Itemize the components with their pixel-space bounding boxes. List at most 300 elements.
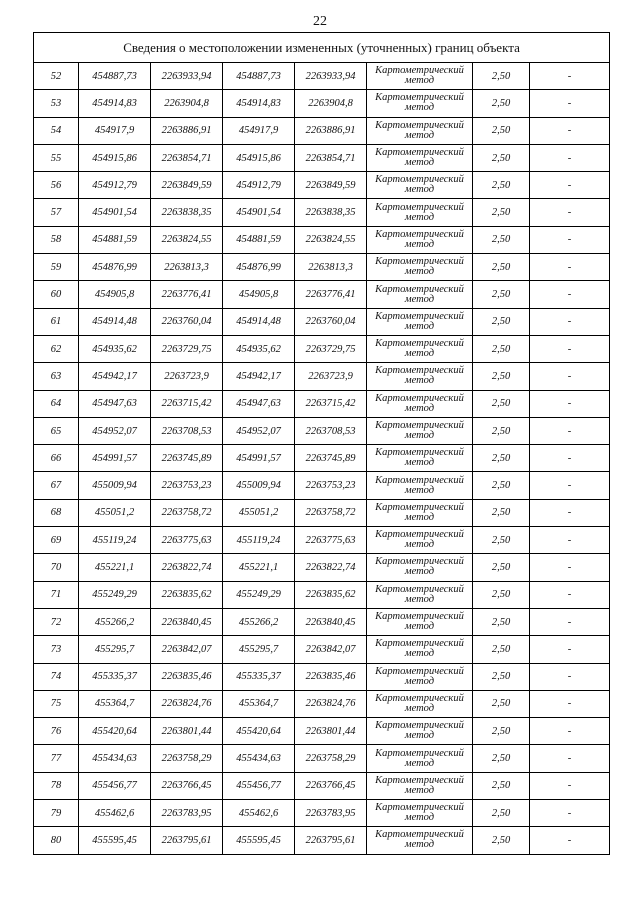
method-line-1: Картометрический xyxy=(375,447,464,459)
x-coordinate-cell: 454901,54 xyxy=(223,199,295,226)
x-coordinate-cell: 454914,83 xyxy=(79,90,151,117)
point-number-cell: 62 xyxy=(34,335,79,362)
x-coordinate-cell: 455221,1 xyxy=(79,554,151,581)
y-coordinate-cell: 2263776,41 xyxy=(295,281,367,308)
x-coordinate-cell: 455420,64 xyxy=(223,718,295,745)
method-line-1: Картометрический xyxy=(375,774,464,786)
note-cell: - xyxy=(530,718,610,745)
note-cell: - xyxy=(530,800,610,827)
x-coordinate-cell: 454915,86 xyxy=(79,144,151,171)
x-coordinate-cell: 454947,63 xyxy=(79,390,151,417)
x-coordinate-cell: 454876,99 xyxy=(79,254,151,281)
x-coordinate-cell: 455434,63 xyxy=(223,745,295,772)
x-coordinate-cell: 454991,57 xyxy=(223,445,295,472)
y-coordinate-cell: 2263795,61 xyxy=(295,827,367,854)
x-coordinate-cell: 454952,07 xyxy=(79,417,151,444)
method-line-2: метод xyxy=(404,621,435,633)
point-number-cell: 76 xyxy=(34,718,79,745)
method-line-2: метод xyxy=(404,102,435,114)
precision-cell: 2,50 xyxy=(473,827,530,854)
y-coordinate-cell: 2263824,76 xyxy=(295,690,367,717)
x-coordinate-cell: 454887,73 xyxy=(223,63,295,90)
method-line-2: метод xyxy=(404,812,435,824)
point-number-cell: 69 xyxy=(34,527,79,554)
y-coordinate-cell: 2263745,89 xyxy=(151,445,223,472)
method-line-1: Картометрический xyxy=(375,365,464,377)
y-coordinate-cell: 2263838,35 xyxy=(151,199,223,226)
point-number-cell: 71 xyxy=(34,581,79,608)
y-coordinate-cell: 2263849,59 xyxy=(295,172,367,199)
method-line-2: метод xyxy=(404,75,435,87)
precision-cell: 2,50 xyxy=(473,308,530,335)
method-line-2: метод xyxy=(404,457,435,469)
point-number-cell: 54 xyxy=(34,117,79,144)
point-number-cell: 75 xyxy=(34,690,79,717)
y-coordinate-cell: 2263729,75 xyxy=(295,335,367,362)
x-coordinate-cell: 454917,9 xyxy=(79,117,151,144)
method-line-1: Картометрический xyxy=(375,283,464,295)
y-coordinate-cell: 2263813,3 xyxy=(151,254,223,281)
note-cell: - xyxy=(530,281,610,308)
method-line-2: метод xyxy=(404,730,435,742)
x-coordinate-cell: 455221,1 xyxy=(223,554,295,581)
note-cell: - xyxy=(530,417,610,444)
point-number-cell: 53 xyxy=(34,90,79,117)
point-number-cell: 67 xyxy=(34,472,79,499)
point-number-cell: 80 xyxy=(34,827,79,854)
note-cell: - xyxy=(530,745,610,772)
precision-cell: 2,50 xyxy=(473,172,530,199)
y-coordinate-cell: 2263904,8 xyxy=(151,90,223,117)
method-cell xyxy=(367,117,473,144)
y-coordinate-cell: 2263835,62 xyxy=(295,581,367,608)
y-coordinate-cell: 2263824,76 xyxy=(151,690,223,717)
method-line-2: метод xyxy=(404,648,435,660)
note-cell: - xyxy=(530,690,610,717)
point-number-cell: 57 xyxy=(34,199,79,226)
y-coordinate-cell: 2263758,72 xyxy=(295,499,367,526)
point-number-cell: 78 xyxy=(34,772,79,799)
x-coordinate-cell: 454935,62 xyxy=(223,335,295,362)
y-coordinate-cell: 2263822,74 xyxy=(151,554,223,581)
x-coordinate-cell: 454914,48 xyxy=(223,308,295,335)
y-coordinate-cell: 2263766,45 xyxy=(295,772,367,799)
method-line-2: метод xyxy=(404,593,435,605)
method-cell xyxy=(367,172,473,199)
note-cell: - xyxy=(530,226,610,253)
table-row xyxy=(34,772,610,799)
method-cell xyxy=(367,281,473,308)
point-number-cell: 73 xyxy=(34,636,79,663)
x-coordinate-cell: 454914,83 xyxy=(223,90,295,117)
x-coordinate-cell: 455595,45 xyxy=(223,827,295,854)
point-number-cell: 56 xyxy=(34,172,79,199)
x-coordinate-cell: 455364,7 xyxy=(223,690,295,717)
point-number-cell: 61 xyxy=(34,308,79,335)
table-title: Сведения о местоположении измененных (уточненных) границ объекта xyxy=(34,33,610,63)
note-cell: - xyxy=(530,472,610,499)
precision-cell: 2,50 xyxy=(473,254,530,281)
y-coordinate-cell: 2263849,59 xyxy=(151,172,223,199)
table-row xyxy=(34,800,610,827)
precision-cell: 2,50 xyxy=(473,226,530,253)
y-coordinate-cell: 2263729,75 xyxy=(151,335,223,362)
x-coordinate-cell: 455595,45 xyxy=(79,827,151,854)
x-coordinate-cell: 455335,37 xyxy=(223,663,295,690)
precision-cell: 2,50 xyxy=(473,636,530,663)
method-line-2: метод xyxy=(404,757,435,769)
method-cell xyxy=(367,226,473,253)
note-cell: - xyxy=(530,335,610,362)
method-line-2: метод xyxy=(404,184,435,196)
method-cell xyxy=(367,144,473,171)
y-coordinate-cell: 2263783,95 xyxy=(295,800,367,827)
x-coordinate-cell: 454905,8 xyxy=(79,281,151,308)
y-coordinate-cell: 2263760,04 xyxy=(295,308,367,335)
table-row xyxy=(34,226,610,253)
note-cell: - xyxy=(530,827,610,854)
precision-cell: 2,50 xyxy=(473,663,530,690)
x-coordinate-cell: 455119,24 xyxy=(79,527,151,554)
precision-cell: 2,50 xyxy=(473,335,530,362)
method-line-2: метод xyxy=(404,511,435,523)
method-line-1: Картометрический xyxy=(375,65,464,77)
method-line-1: Картометрический xyxy=(375,310,464,322)
y-coordinate-cell: 2263933,94 xyxy=(295,63,367,90)
precision-cell: 2,50 xyxy=(473,417,530,444)
note-cell: - xyxy=(530,90,610,117)
method-line-1: Картометрический xyxy=(375,583,464,595)
method-line-1: Картометрический xyxy=(375,392,464,404)
y-coordinate-cell: 2263776,41 xyxy=(151,281,223,308)
method-line-1: Картометрический xyxy=(375,720,464,732)
note-cell: - xyxy=(530,608,610,635)
method-line-2: метод xyxy=(404,320,435,332)
method-cell xyxy=(367,581,473,608)
method-line-2: метод xyxy=(404,375,435,387)
x-coordinate-cell: 455051,2 xyxy=(79,499,151,526)
method-line-2: метод xyxy=(404,238,435,250)
method-line-2: метод xyxy=(404,539,435,551)
table-row xyxy=(34,499,610,526)
table-row xyxy=(34,445,610,472)
precision-cell: 2,50 xyxy=(473,527,530,554)
note-cell: - xyxy=(530,581,610,608)
x-coordinate-cell: 455364,7 xyxy=(79,690,151,717)
precision-cell: 2,50 xyxy=(473,499,530,526)
y-coordinate-cell: 2263842,07 xyxy=(295,636,367,663)
y-coordinate-cell: 2263758,72 xyxy=(151,499,223,526)
y-coordinate-cell: 2263822,74 xyxy=(295,554,367,581)
method-line-1: Картометрический xyxy=(375,256,464,268)
method-line-2: метод xyxy=(404,129,435,141)
x-coordinate-cell: 455462,6 xyxy=(79,800,151,827)
table-row xyxy=(34,363,610,390)
table-row xyxy=(34,663,610,690)
table-row xyxy=(34,117,610,144)
table-row xyxy=(34,90,610,117)
method-line-1: Картометрический xyxy=(375,501,464,513)
table-row xyxy=(34,63,610,90)
y-coordinate-cell: 2263723,9 xyxy=(151,363,223,390)
x-coordinate-cell: 454915,86 xyxy=(223,144,295,171)
precision-cell: 2,50 xyxy=(473,199,530,226)
table-row xyxy=(34,144,610,171)
precision-cell: 2,50 xyxy=(473,281,530,308)
x-coordinate-cell: 454905,8 xyxy=(223,281,295,308)
method-line-1: Картометрический xyxy=(375,529,464,541)
y-coordinate-cell: 2263835,46 xyxy=(151,663,223,690)
precision-cell: 2,50 xyxy=(473,800,530,827)
y-coordinate-cell: 2263854,71 xyxy=(295,144,367,171)
table-row xyxy=(34,554,610,581)
note-cell: - xyxy=(530,172,610,199)
precision-cell: 2,50 xyxy=(473,608,530,635)
method-line-1: Картометрический xyxy=(375,692,464,704)
note-cell: - xyxy=(530,363,610,390)
x-coordinate-cell: 455420,64 xyxy=(79,718,151,745)
y-coordinate-cell: 2263842,07 xyxy=(151,636,223,663)
method-cell xyxy=(367,335,473,362)
note-cell: - xyxy=(530,144,610,171)
y-coordinate-cell: 2263715,42 xyxy=(295,390,367,417)
table-row xyxy=(34,308,610,335)
y-coordinate-cell: 2263760,04 xyxy=(151,308,223,335)
method-line-1: Картометрический xyxy=(375,420,464,431)
x-coordinate-cell: 454991,57 xyxy=(79,445,151,472)
method-cell xyxy=(367,417,473,444)
method-cell xyxy=(367,63,473,90)
y-coordinate-cell: 2263745,89 xyxy=(295,445,367,472)
point-number-cell: 65 xyxy=(34,417,79,444)
y-coordinate-cell: 2263824,55 xyxy=(151,226,223,253)
x-coordinate-cell: 455266,2 xyxy=(223,608,295,635)
method-line-1: Картометрический xyxy=(375,228,464,240)
method-line-2: метод xyxy=(404,839,435,851)
precision-cell: 2,50 xyxy=(473,363,530,390)
x-coordinate-cell: 455456,77 xyxy=(223,772,295,799)
method-line-2: метод xyxy=(404,293,435,305)
table-row xyxy=(34,281,610,308)
x-coordinate-cell: 455335,37 xyxy=(79,663,151,690)
precision-cell: 2,50 xyxy=(473,690,530,717)
y-coordinate-cell: 2263753,23 xyxy=(295,472,367,499)
x-coordinate-cell: 454942,17 xyxy=(79,363,151,390)
y-coordinate-cell: 2263840,45 xyxy=(151,608,223,635)
note-cell: - xyxy=(530,554,610,581)
note-cell: - xyxy=(530,499,610,526)
table-row xyxy=(34,608,610,635)
y-coordinate-cell: 2263766,45 xyxy=(151,772,223,799)
y-coordinate-cell: 2263886,91 xyxy=(151,117,223,144)
x-coordinate-cell: 455462,6 xyxy=(223,800,295,827)
note-cell: - xyxy=(530,390,610,417)
method-line-1: Картометрический xyxy=(375,802,464,814)
method-line-2: метод xyxy=(404,566,435,578)
method-cell xyxy=(367,690,473,717)
point-number-cell: 77 xyxy=(34,745,79,772)
x-coordinate-cell: 455249,29 xyxy=(79,581,151,608)
x-coordinate-cell: 454917,9 xyxy=(223,117,295,144)
point-number-cell: 79 xyxy=(34,800,79,827)
y-coordinate-cell: 2263715,42 xyxy=(151,390,223,417)
method-line-1: Картометрический xyxy=(375,119,464,131)
x-coordinate-cell: 455249,29 xyxy=(223,581,295,608)
method-cell xyxy=(367,390,473,417)
method-line-2: метод xyxy=(404,784,435,796)
y-coordinate-cell: 2263708,53 xyxy=(151,417,223,444)
precision-cell: 2,50 xyxy=(473,63,530,90)
method-cell xyxy=(367,663,473,690)
table-row xyxy=(34,472,610,499)
x-coordinate-cell: 454942,17 xyxy=(223,363,295,390)
method-line-1: Картометрический xyxy=(375,556,464,568)
y-coordinate-cell: 2263801,44 xyxy=(151,718,223,745)
note-cell: - xyxy=(530,445,610,472)
precision-cell: 2,50 xyxy=(473,390,530,417)
y-coordinate-cell: 2263904,8 xyxy=(295,90,367,117)
method-cell xyxy=(367,772,473,799)
y-coordinate-cell: 2263775,63 xyxy=(295,527,367,554)
y-coordinate-cell: 2263886,91 xyxy=(295,117,367,144)
method-cell xyxy=(367,445,473,472)
method-line-2: метод xyxy=(404,157,435,169)
y-coordinate-cell: 2263783,95 xyxy=(151,800,223,827)
x-coordinate-cell: 454914,48 xyxy=(79,308,151,335)
note-cell: - xyxy=(530,308,610,335)
y-coordinate-cell: 2263795,61 xyxy=(151,827,223,854)
method-cell xyxy=(367,800,473,827)
note-cell: - xyxy=(530,663,610,690)
method-line-2: метод xyxy=(404,211,435,223)
method-cell xyxy=(367,636,473,663)
note-cell: - xyxy=(530,117,610,144)
method-line-1: Картометрический xyxy=(375,338,464,350)
table-row xyxy=(34,254,610,281)
point-number-cell: 52 xyxy=(34,63,79,90)
x-coordinate-cell: 455051,2 xyxy=(223,499,295,526)
table-row xyxy=(34,718,610,745)
method-line-2: метод xyxy=(404,675,435,687)
x-coordinate-cell: 455295,7 xyxy=(79,636,151,663)
table-row xyxy=(34,172,610,199)
note-cell: - xyxy=(530,527,610,554)
x-coordinate-cell: 454912,79 xyxy=(223,172,295,199)
y-coordinate-cell: 2263838,35 xyxy=(295,199,367,226)
table-row xyxy=(34,199,610,226)
method-line-1: Картометрический xyxy=(375,147,464,159)
point-number-cell: 72 xyxy=(34,608,79,635)
method-cell xyxy=(367,827,473,854)
precision-cell: 2,50 xyxy=(473,745,530,772)
method-line-1: Картометрический xyxy=(375,174,464,186)
point-number-cell: 74 xyxy=(34,663,79,690)
x-coordinate-cell: 454912,79 xyxy=(79,172,151,199)
y-coordinate-cell: 2263824,55 xyxy=(295,226,367,253)
method-cell xyxy=(367,308,473,335)
page-number: 22 xyxy=(313,14,327,29)
x-coordinate-cell: 454881,59 xyxy=(79,226,151,253)
method-cell xyxy=(367,472,473,499)
note-cell: - xyxy=(530,254,610,281)
y-coordinate-cell: 2263835,46 xyxy=(295,663,367,690)
precision-cell: 2,50 xyxy=(473,90,530,117)
y-coordinate-cell: 2263854,71 xyxy=(151,144,223,171)
method-cell xyxy=(367,90,473,117)
method-cell xyxy=(367,199,473,226)
method-cell xyxy=(367,554,473,581)
point-number-cell: 64 xyxy=(34,390,79,417)
method-cell xyxy=(367,363,473,390)
precision-cell: 2,50 xyxy=(473,144,530,171)
method-line-1: Картометрический xyxy=(375,201,464,213)
point-number-cell: 66 xyxy=(34,445,79,472)
table-row xyxy=(34,390,610,417)
point-number-cell: 70 xyxy=(34,554,79,581)
x-coordinate-cell: 454876,99 xyxy=(223,254,295,281)
table-row xyxy=(34,745,610,772)
table-row xyxy=(34,335,610,362)
point-number-cell: 63 xyxy=(34,363,79,390)
y-coordinate-cell: 2263840,45 xyxy=(295,608,367,635)
method-line-1: Картометрический xyxy=(375,638,464,650)
x-coordinate-cell: 454881,59 xyxy=(223,226,295,253)
point-number-cell: 68 xyxy=(34,499,79,526)
method-line-1: Картометрический xyxy=(375,747,464,759)
x-coordinate-cell: 454901,54 xyxy=(79,199,151,226)
x-coordinate-cell: 455009,94 xyxy=(79,472,151,499)
x-coordinate-cell: 455434,63 xyxy=(79,745,151,772)
precision-cell: 2,50 xyxy=(473,472,530,499)
point-number-cell: 59 xyxy=(34,254,79,281)
table-row xyxy=(34,827,610,854)
point-number-cell: 55 xyxy=(34,144,79,171)
x-coordinate-cell: 454952,07 xyxy=(223,417,295,444)
x-coordinate-cell: 455295,7 xyxy=(223,636,295,663)
precision-cell: 2,50 xyxy=(473,718,530,745)
note-cell: - xyxy=(530,772,610,799)
y-coordinate-cell: 2263708,53 xyxy=(295,417,367,444)
x-coordinate-cell: 454947,63 xyxy=(223,390,295,417)
method-line-1: Картометрический xyxy=(375,611,464,623)
method-cell xyxy=(367,745,473,772)
method-line-1: Картометрический xyxy=(375,92,464,104)
x-coordinate-cell: 454887,73 xyxy=(79,63,151,90)
precision-cell: 2,50 xyxy=(473,117,530,144)
method-line-2: метод xyxy=(404,702,435,714)
method-line-2: метод xyxy=(404,266,435,278)
method-line-1: Картометрический xyxy=(375,829,464,841)
precision-cell: 2,50 xyxy=(473,445,530,472)
y-coordinate-cell: 2263753,23 xyxy=(151,472,223,499)
table-row xyxy=(34,636,610,663)
method-line-1: Картометрический xyxy=(375,474,464,486)
x-coordinate-cell: 455266,2 xyxy=(79,608,151,635)
boundary-coordinates-table xyxy=(33,32,610,855)
point-number-cell: 58 xyxy=(34,226,79,253)
y-coordinate-cell: 2263723,9 xyxy=(295,363,367,390)
method-line-2: метод xyxy=(404,348,435,360)
method-line-2: метод xyxy=(404,430,435,441)
y-coordinate-cell: 2263758,29 xyxy=(295,745,367,772)
y-coordinate-cell: 2263835,62 xyxy=(151,581,223,608)
table-row xyxy=(34,581,610,608)
precision-cell: 2,50 xyxy=(473,554,530,581)
note-cell: - xyxy=(530,636,610,663)
y-coordinate-cell: 2263758,29 xyxy=(151,745,223,772)
y-coordinate-cell: 2263775,63 xyxy=(151,527,223,554)
x-coordinate-cell: 455009,94 xyxy=(223,472,295,499)
